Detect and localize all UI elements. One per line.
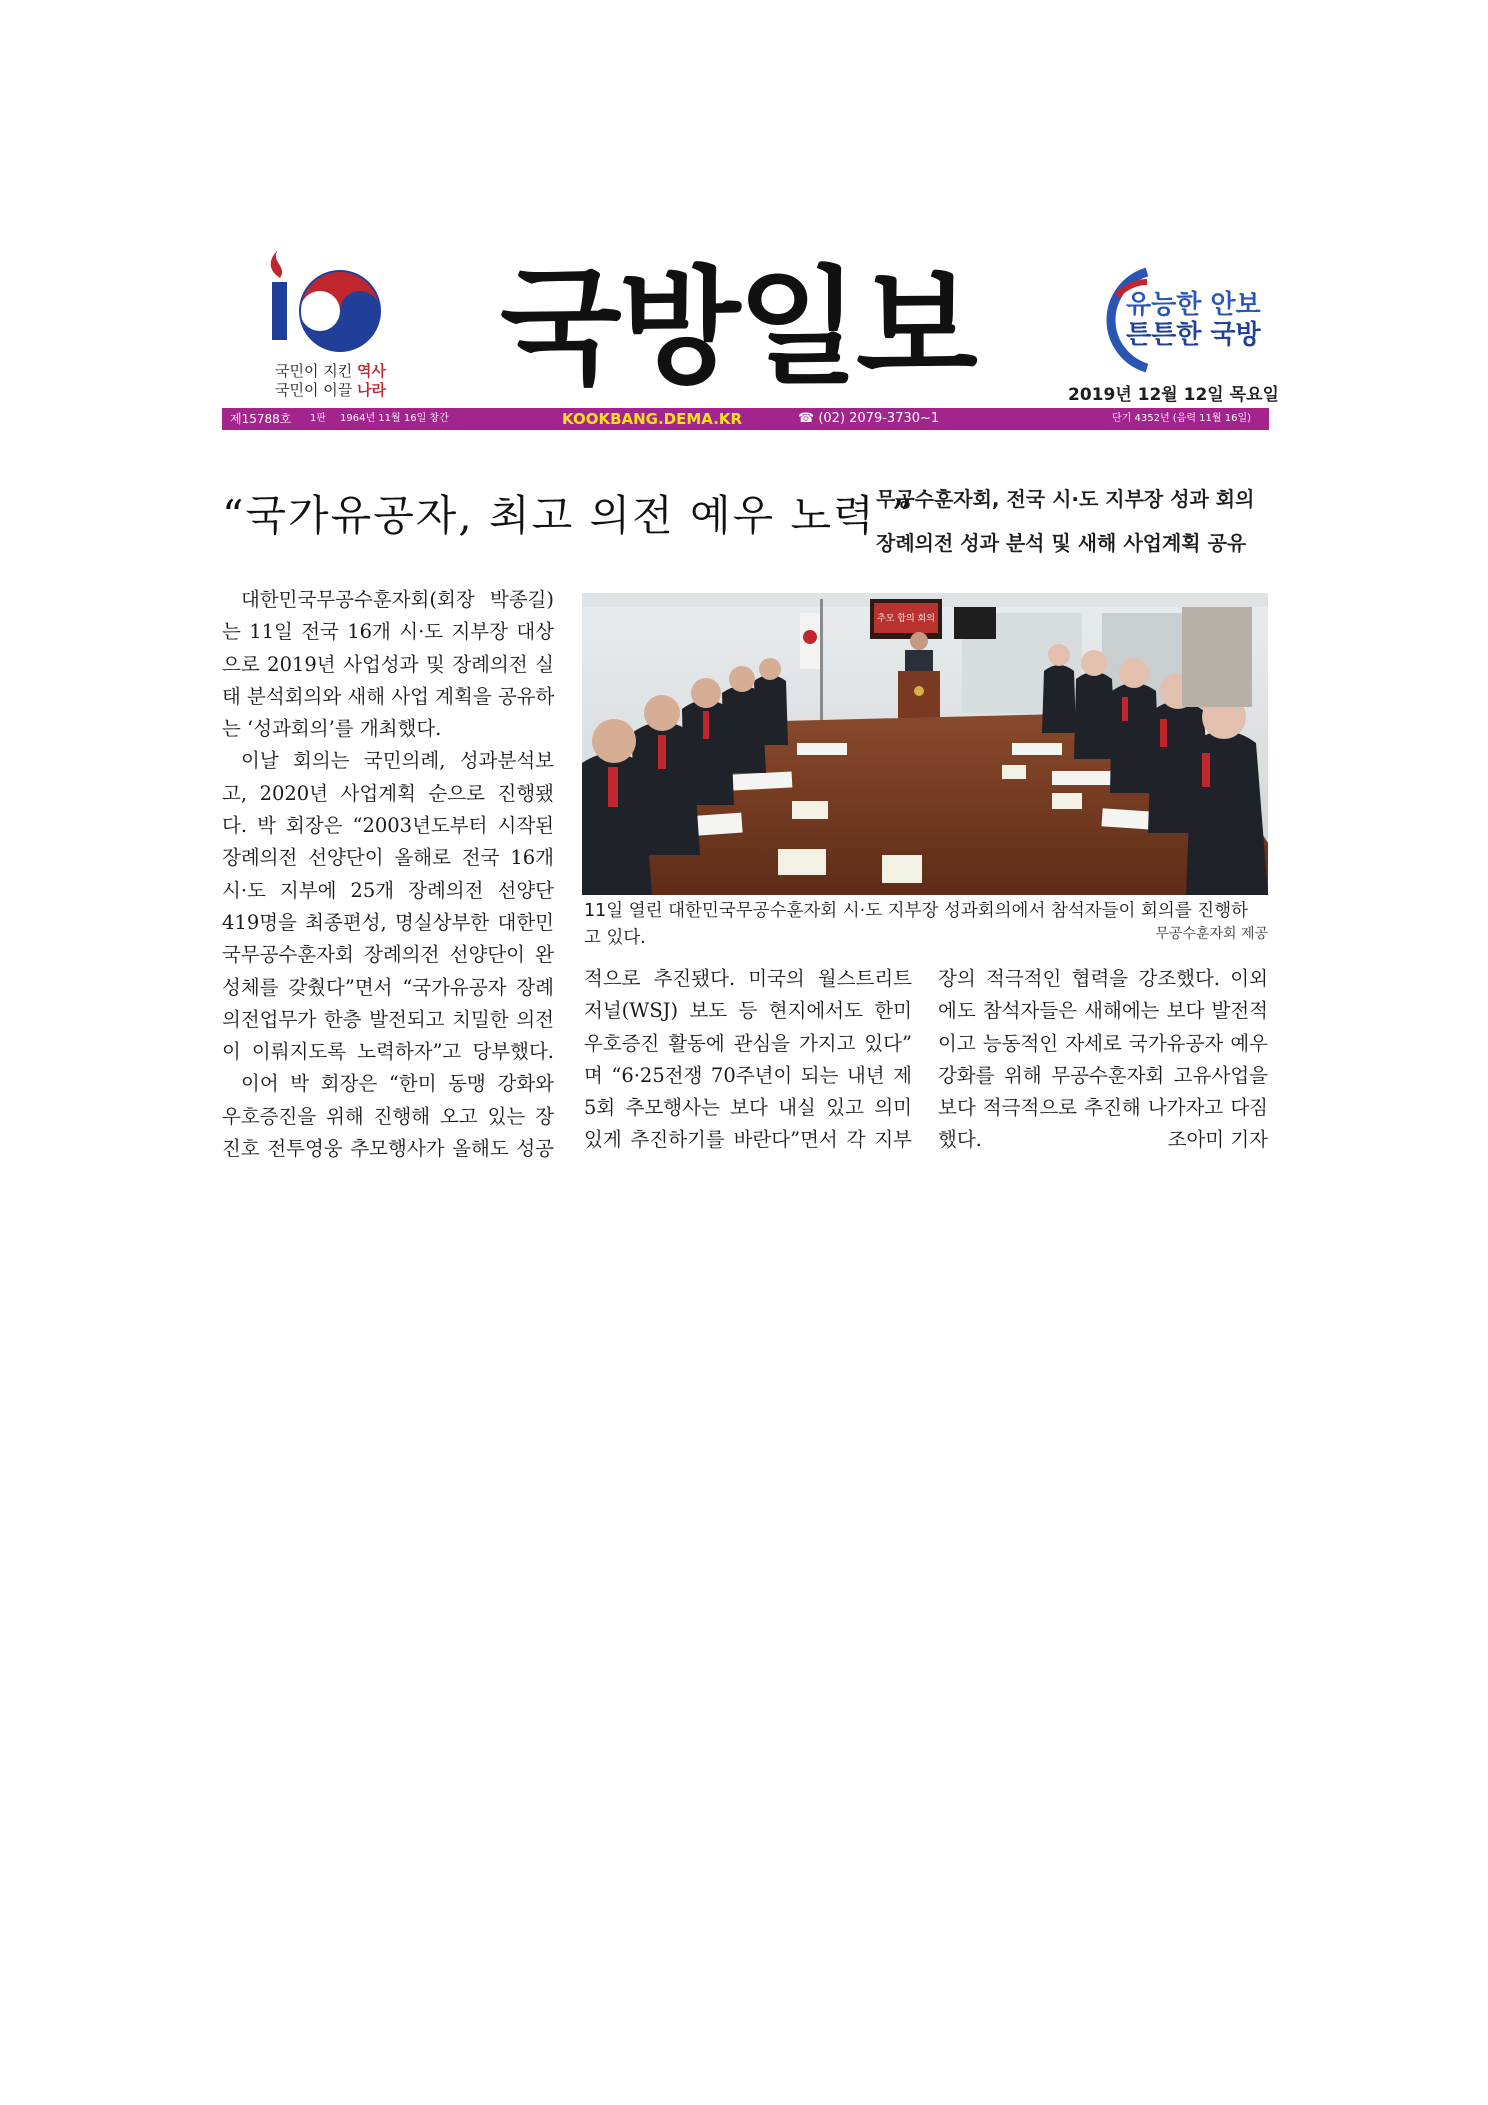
slogan-text: 국민이 지킨	[275, 362, 357, 380]
text-line: 우호증진 활동에 관심을 가지고 있다”	[584, 1031, 912, 1055]
caption-line-2: 고 있다.	[584, 928, 646, 948]
text-line: 적으로 추진됐다. 미국의 월스트리트	[584, 967, 912, 990]
caption-line-1: 11일 열린 대한민국무공수훈자회 시·도 지부장 성과회의에서 참석자들이 회의를 진행하	[584, 901, 1249, 921]
text-line: 이 이뤄지도록 노력하자”고 당부했다.	[222, 1040, 554, 1064]
slogan-text: 국민이 이끌	[275, 381, 357, 399]
text-line: 5회 추모행사는 보다 내실 있고 의미	[584, 1096, 912, 1120]
article-subhead-1: 무공수훈자회, 전국 시·도 지부장 성과 회의	[876, 487, 1255, 511]
edition: 1판	[310, 413, 327, 424]
motto-line-2: 튼튼한 국방	[1126, 320, 1261, 350]
text-line: 대한민국무공수훈자회(회장 박종길)	[241, 588, 554, 611]
slogan-emphasis: 나라	[357, 381, 386, 399]
photo-credit: 무공수훈자회 제공	[1155, 926, 1268, 942]
text-line: 장례의전 선양단이 올해로 전국 16개	[222, 846, 554, 870]
article-column-1	[222, 584, 554, 1165]
photo-caption	[584, 898, 1268, 952]
anniversary-emblem	[262, 248, 404, 360]
text-line: 는 11일 전국 16개 시·도 지부장 대상	[222, 620, 554, 644]
photo-banner-text: 추모 합의 회의	[877, 614, 935, 624]
text-line: 성체를 갖췄다”면서 “국가유공자 장례	[222, 975, 554, 999]
text-line: 우호증진을 위해 진행해 오고 있는 장	[222, 1104, 554, 1128]
dangi-date: 단기 4352년 (음력 11월 16일)	[1112, 413, 1252, 424]
article-subhead-2: 장례의전 성과 분석 및 새해 사업계획 공유	[876, 531, 1247, 555]
slogan-emphasis: 역사	[357, 362, 386, 380]
text-line: 저널(WSJ) 보도 등 현지에서도 한미	[584, 999, 912, 1023]
founded-date: 1964년 11월 16일 창간	[340, 413, 449, 424]
info-bar	[222, 408, 1269, 430]
meeting-photo	[582, 593, 1268, 895]
text-line: 으로 2019년 사업성과 및 장례의전 실	[222, 652, 554, 676]
slogan-line-1	[275, 362, 386, 380]
text-line: 이고 능동적인 자세로 국가유공자 예우	[938, 1031, 1268, 1055]
text-line: 강화를 위해 무공수훈자회 고유사업을	[938, 1063, 1268, 1087]
text-line: 장의 적극적인 협력을 강조했다. 이외	[938, 967, 1268, 990]
text-line: 이날 회의는 국민의례, 성과분석보	[241, 749, 554, 773]
issue-date: 2019년 12월 12일 목요일	[1068, 385, 1279, 405]
website-link[interactable]: KOOKBANG.DEMA.KR	[562, 410, 743, 428]
text-line: 이어 박 회장은 “한미 동맹 강화와	[241, 1072, 554, 1096]
text-line: 했다.	[938, 1128, 982, 1152]
text-line: 시·도 지부에 25개 장례의전 선양단	[222, 878, 554, 902]
motto-line-1: 유능한 안보	[1126, 290, 1261, 320]
slogan-line-2	[275, 381, 386, 399]
article-column-2	[584, 963, 912, 1157]
text-line: 태 분석회의와 새해 사업 계획을 공유하	[222, 684, 554, 708]
text-line: 며 “6·25전쟁 70주년이 되는 내년 제	[584, 1063, 912, 1087]
text-line: 보다 적극적으로 추진해 나가자고 다짐	[938, 1096, 1268, 1120]
article-column-3	[938, 963, 1268, 1157]
text-line: 고, 2020년 사업계획 순으로 진행됐	[222, 781, 554, 805]
article-headline: “국가유공자, 최고 의전 예우 노력 ”	[222, 491, 915, 540]
reporter-byline: 조아미 기자	[1167, 1128, 1268, 1152]
text-line: 국무공수훈자회 장례의전 선양단이 완	[222, 943, 554, 967]
text-line-with-byline	[938, 1124, 1268, 1156]
newspaper-title: 국방일보	[500, 254, 975, 401]
issue-number: 제15788호	[230, 412, 292, 426]
torch-icon	[262, 248, 404, 360]
phone-number: ☎ (02) 2079-3730~1	[798, 411, 940, 426]
text-line: 는 ‘성과회의’를 개최했다.	[222, 717, 442, 741]
text-line: 419명을 최종편성, 명실상부한 대한민	[222, 910, 554, 934]
text-line: 있게 추진하기를 바란다”면서 각 지부	[584, 1128, 912, 1152]
text-line: 에도 참석자들은 새해에는 보다 발전적	[938, 999, 1268, 1023]
text-line: 다. 박 회장은 “2003년도부터 시작된	[222, 814, 554, 838]
text-line: 진호 전투영웅 추모행사가 올해도 성공	[222, 1137, 554, 1161]
text-line: 의전업무가 한층 발전되고 치밀한 의전	[222, 1007, 554, 1031]
